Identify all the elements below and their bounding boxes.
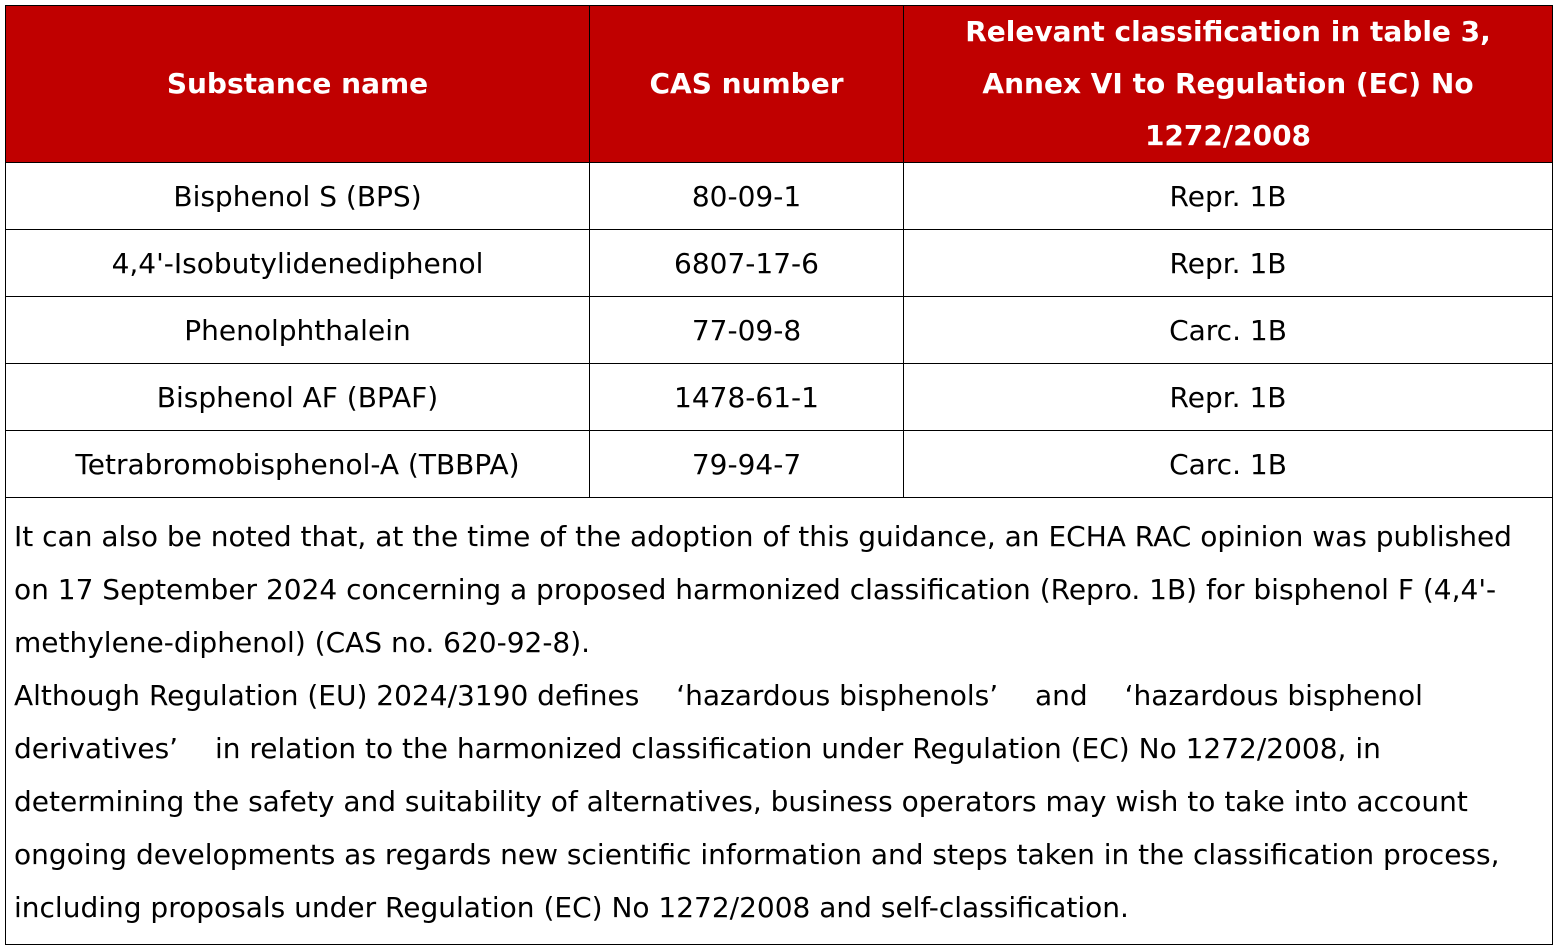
table-row	[6, 364, 1553, 431]
cell-substance: Bisphenol S (BPS)	[6, 163, 590, 230]
header-substance-name: Substance name	[6, 6, 590, 163]
header-classification: Relevant classification in table 3, Annex VI to Regulation (EC) No 1272/2008	[904, 6, 1553, 163]
cell-cas: 6807-17-6	[590, 230, 904, 297]
table-row	[6, 163, 1553, 230]
cell-cas: 80-09-1	[590, 163, 904, 230]
cell-classification: Repr. 1B	[904, 364, 1553, 431]
cell-cas: 1478-61-1	[590, 364, 904, 431]
cell-cas: 79-94-7	[590, 431, 904, 498]
cell-classification: Repr. 1B	[904, 230, 1553, 297]
cell-substance: Bisphenol AF (BPAF)	[6, 364, 590, 431]
note-paragraph-regulation: Although Regulation (EU) 2024/3190 defines ‘hazardous bisphenols’ and ‘hazardous bisphenol derivatives’ in relation to the harmonized classification under Regulation (EC) No 1272/2008, in determining the safety and suitability of alternatives, business operators may wish to take into account ongoing developments as regards new scientific information and steps taken in the classification process, including proposals under Regulation (EC) No 1272/2008 and self-classification.	[14, 679, 1509, 924]
cell-cas: 77-09-8	[590, 297, 904, 364]
cell-substance: Phenolphthalein	[6, 297, 590, 364]
cell-substance: Tetrabromobisphenol-A (TBBPA)	[6, 431, 590, 498]
cell-classification: Carc. 1B	[904, 297, 1553, 364]
note-row	[6, 498, 1553, 945]
table-row	[6, 230, 1553, 297]
table-row	[6, 297, 1553, 364]
note-cell	[6, 498, 1553, 945]
header-cas-number: CAS number	[590, 6, 904, 163]
table-row	[6, 431, 1553, 498]
bisphenols-table	[5, 5, 1553, 945]
cell-classification: Carc. 1B	[904, 431, 1553, 498]
cell-classification: Repr. 1B	[904, 163, 1553, 230]
document-frame	[5, 5, 1552, 924]
table-header-row	[6, 6, 1553, 163]
note-paragraph-echa-opinion: It can also be noted that, at the time of the adoption of this guidance, an ECHA RAC opinion was published on 17 September 2024 concerning a proposed harmonized classification (Repro. 1B) for bisphenol F (4,4'-methylene-diphenol) (CAS no. 620-92-8).	[14, 520, 1521, 659]
cell-substance: 4,4'-Isobutylidenediphenol	[6, 230, 590, 297]
